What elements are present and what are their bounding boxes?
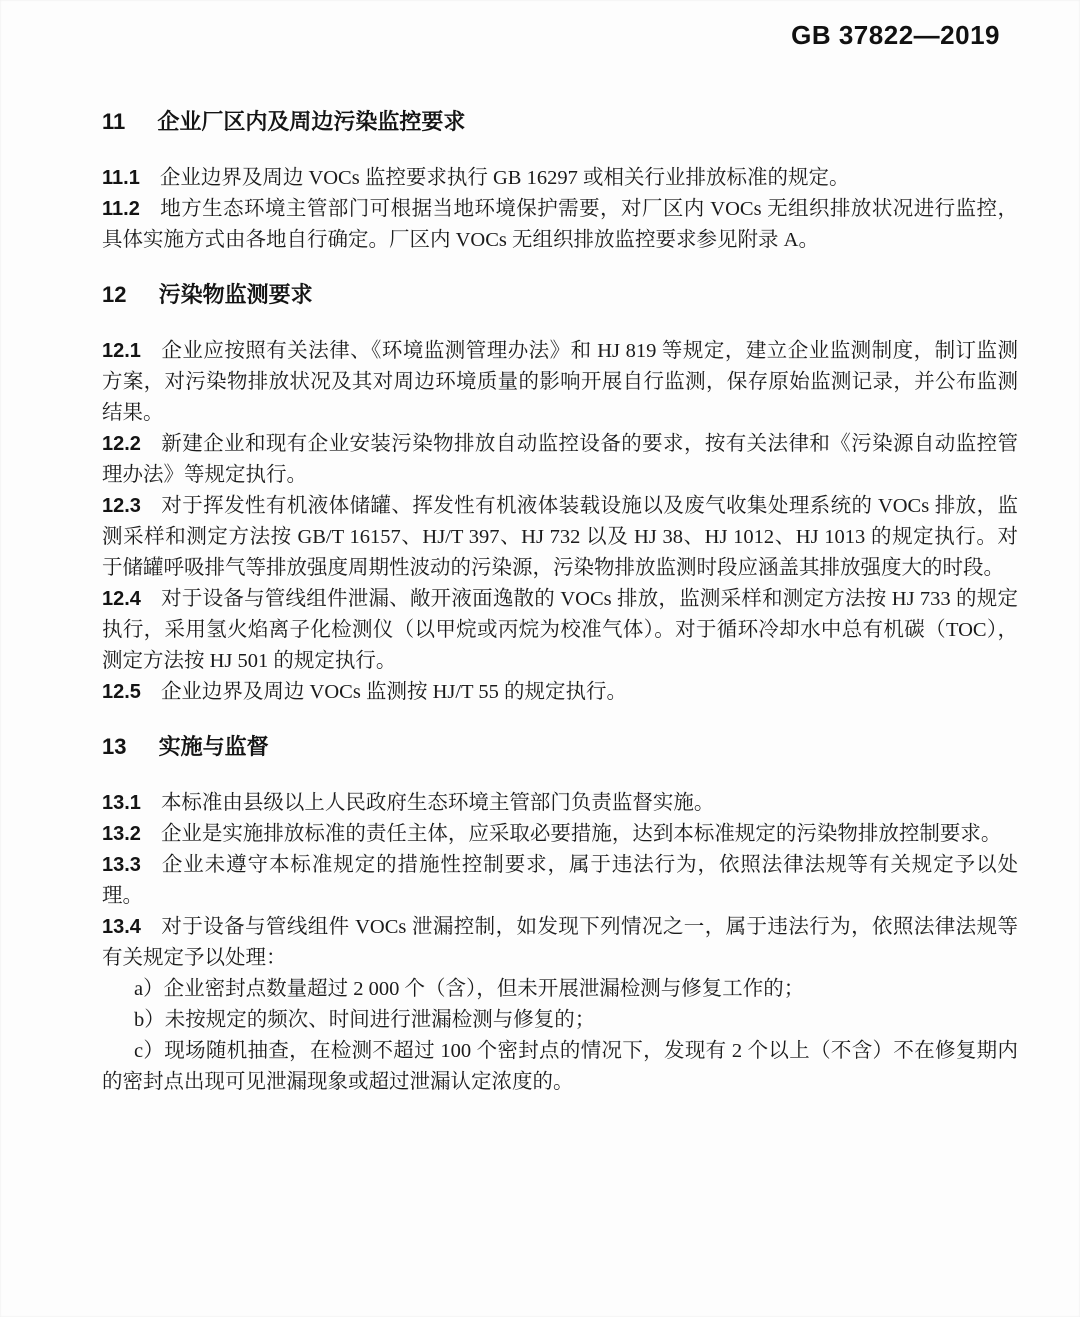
clause-12-5 <box>102 677 1018 708</box>
section-11-heading <box>102 107 1018 137</box>
section-11-title: 企业厂区内及周边污染监控要求 <box>157 109 466 134</box>
clause-12-3-number: 12.3 <box>102 495 141 517</box>
clause-12-1-text: 企业应按照有关法律、《环境监测管理办法》和 HJ 819 等规定，建立企业监测制度，制订监测方案，对污染物排放状况及其对周边环境质量的影响开展自行监测，保存原始监测记录，并公布监测结果。 <box>102 340 1018 424</box>
clause-12-4-number: 12.4 <box>102 588 141 610</box>
clause-13-1 <box>102 788 1018 819</box>
clause-12-2-number: 12.2 <box>102 433 141 455</box>
clause-11-2 <box>102 194 1018 256</box>
clause-11-2-number: 11.2 <box>102 198 140 220</box>
clause-12-2 <box>102 429 1018 491</box>
clause-13-2-text: 企业是实施排放标准的责任主体，应采取必要措施，达到本标准规定的污染物排放控制要求。 <box>160 823 1002 845</box>
section-13 <box>102 732 1018 1098</box>
clause-13-2 <box>102 819 1018 850</box>
clause-12-1 <box>102 336 1018 429</box>
section-11-number: 11 <box>102 109 126 134</box>
section-11 <box>102 107 1018 256</box>
clause-12-5-text: 企业边界及周边 VOCs 监测按 HJ/T 55 的规定执行。 <box>160 681 627 703</box>
clause-11-1-text: 企业边界及周边 VOCs 监控要求执行 GB 16297 或相关行业排放标准的规定。 <box>159 167 850 189</box>
clause-12-4 <box>102 584 1018 677</box>
section-12-number: 12 <box>102 282 127 307</box>
clause-13-3-text: 企业未遵守本标准规定的措施性控制要求，属于违法行为，依照法律法规等有关规定予以处理。 <box>102 854 1018 907</box>
list-item-a: a）企业密封点数量超过 2 000 个（含），但未开展泄漏检测与修复工作的； <box>134 978 805 1000</box>
clause-12-2-text: 新建企业和现有企业安装污染物排放自动监控设备的要求，按有关法律和《污染源自动监控管理办法》等规定执行。 <box>102 433 1018 486</box>
clause-11-1 <box>102 163 1018 194</box>
section-12-heading <box>102 280 1018 310</box>
clause-13-1-number: 13.1 <box>102 792 141 814</box>
section-13-title: 实施与监督 <box>158 734 269 759</box>
clause-11-1-number: 11.1 <box>102 167 140 189</box>
section-13-number: 13 <box>102 734 127 759</box>
clause-13-4 <box>102 912 1018 974</box>
clause-13-4-text: 对于设备与管线组件 VOCs 泄漏控制，如发现下列情况之一，属于违法行为，依照法律法规等有关规定予以处理： <box>102 916 1018 969</box>
clause-11-2-text: 地方生态环境主管部门可根据当地环境保护需要，对厂区内 VOCs 无组织排放状况进行监控，具体实施方式由各地自行确定。厂区内 VOCs 无组织排放监控要求参见附录 A。 <box>102 198 1018 251</box>
section-12 <box>102 280 1018 708</box>
section-13-heading <box>102 732 1018 762</box>
clause-13-4-number: 13.4 <box>102 916 141 938</box>
section-12-title: 污染物监测要求 <box>158 282 313 307</box>
clause-12-4-text: 对于设备与管线组件泄漏、敞开液面逸散的 VOCs 排放，监测采样和测定方法按 HJ 733 的规定执行，采用氢火焰离子化检测仪（以甲烷或丙烷为校准气体）。对于循环冷却水中总有机碳（TOC），测定方法按 HJ 501 的规定执行。 <box>102 588 1018 672</box>
clause-12-3 <box>102 491 1018 584</box>
clause-12-5-number: 12.5 <box>102 681 141 703</box>
list-item-c: c）现场随机抽查，在检测不超过 100 个密封点的情况下，发现有 2 个以上（不含）不在修复期内的密封点出现可见泄漏现象或超过泄漏认定浓度的。 <box>102 1040 1018 1093</box>
doc-number: GB 37822—2019 <box>791 20 1000 50</box>
clause-13-3 <box>102 850 1018 912</box>
clause-12-1-number: 12.1 <box>102 340 141 362</box>
clause-13-3-number: 13.3 <box>102 854 141 876</box>
document-content <box>102 95 1018 1098</box>
list-item-b: b）未按规定的频次、时间进行泄漏检测与修复的； <box>134 1009 596 1031</box>
clause-13-2-number: 13.2 <box>102 823 141 845</box>
clause-12-3-text: 对于挥发性有机液体储罐、挥发性有机液体装载设施以及废气收集处理系统的 VOCs 排放，监测采样和测定方法按 GB/T 16157、HJ/T 397、HJ 732 以及 HJ 38、HJ 1012、HJ 1013 的规定执行。对于储罐呼吸排气等排放强度周期性波动的污染源，污染物排放监测时段应涵盖其排放强度大的时段。 <box>102 495 1018 579</box>
clause-13-1-text: 本标准由县级以上人民政府生态环境主管部门负责监督实施。 <box>160 792 715 814</box>
